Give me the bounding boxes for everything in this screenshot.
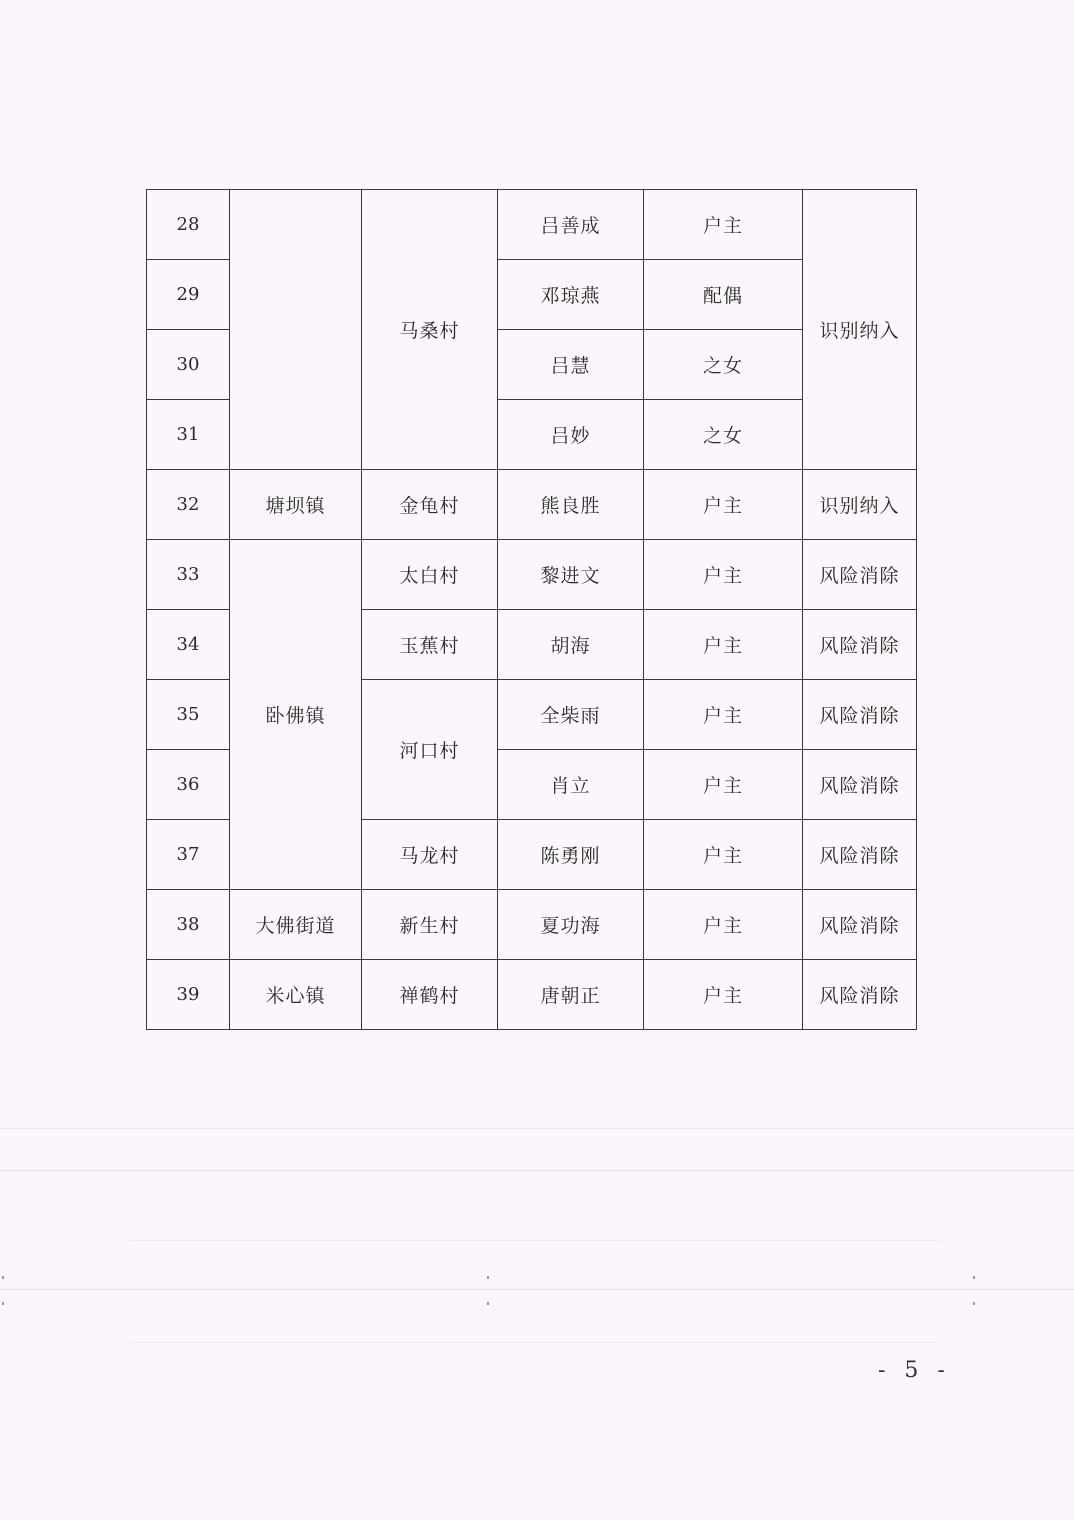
relation-cell: 户主 (644, 470, 803, 540)
village-cell: 河口村 (362, 680, 498, 820)
name-cell: 黎进文 (498, 540, 644, 610)
status-cell: 风险消除 (803, 960, 917, 1030)
name-cell: 肖立 (498, 750, 644, 820)
name-cell: 夏功海 (498, 890, 644, 960)
town-cell: 塘坝镇 (230, 470, 362, 540)
name-cell: 邓琼燕 (498, 260, 644, 330)
roster-table (146, 189, 917, 1030)
status-cell: 风险消除 (803, 890, 917, 960)
relation-cell: 户主 (644, 680, 803, 750)
row-number: 39 (147, 960, 230, 1030)
village-cell: 马桑村 (362, 190, 498, 470)
name-cell: 陈勇刚 (498, 820, 644, 890)
table-row (147, 540, 917, 610)
name-cell: 吕慧 (498, 330, 644, 400)
row-number: 32 (147, 470, 230, 540)
table-row (147, 470, 917, 540)
scan-mark (2, 1276, 4, 1279)
scan-mark (973, 1302, 975, 1305)
village-cell: 玉蕉村 (362, 610, 498, 680)
row-number: 33 (147, 540, 230, 610)
row-number: 28 (147, 190, 230, 260)
relation-cell: 户主 (644, 540, 803, 610)
row-number: 37 (147, 820, 230, 890)
relation-cell: 户主 (644, 750, 803, 820)
scan-mark (2, 1302, 4, 1305)
table-row (147, 960, 917, 1030)
name-cell: 胡海 (498, 610, 644, 680)
row-number: 35 (147, 680, 230, 750)
name-cell: 吕妙 (498, 400, 644, 470)
village-cell: 金龟村 (362, 470, 498, 540)
row-number: 30 (147, 330, 230, 400)
status-cell: 风险消除 (803, 680, 917, 750)
status-cell: 风险消除 (803, 820, 917, 890)
row-number: 29 (147, 260, 230, 330)
row-number: 34 (147, 610, 230, 680)
relation-cell: 配偶 (644, 260, 803, 330)
name-cell: 吕善成 (498, 190, 644, 260)
relation-cell: 户主 (644, 960, 803, 1030)
page-number: - 5 - (878, 1358, 951, 1383)
row-number: 38 (147, 890, 230, 960)
village-cell: 马龙村 (362, 820, 498, 890)
relation-cell: 户主 (644, 820, 803, 890)
scan-mark (973, 1276, 975, 1279)
scan-mark (487, 1302, 489, 1305)
village-cell: 太白村 (362, 540, 498, 610)
status-cell: 风险消除 (803, 610, 917, 680)
name-cell: 全柴雨 (498, 680, 644, 750)
relation-cell: 户主 (644, 190, 803, 260)
status-cell: 识别纳入 (803, 470, 917, 540)
row-number: 31 (147, 400, 230, 470)
status-cell: 风险消除 (803, 750, 917, 820)
bleed-through-line (0, 1289, 1074, 1290)
status-cell: 风险消除 (803, 540, 917, 610)
name-cell: 熊良胜 (498, 470, 644, 540)
row-number: 36 (147, 750, 230, 820)
relation-cell: 户主 (644, 890, 803, 960)
relation-cell: 之女 (644, 330, 803, 400)
town-cell: 大佛街道 (230, 890, 362, 960)
relation-cell: 之女 (644, 400, 803, 470)
town-cell: 米心镇 (230, 960, 362, 1030)
town-cell: 卧佛镇 (230, 540, 362, 890)
bleed-through-line (0, 1128, 1074, 1129)
village-cell: 禅鹤村 (362, 960, 498, 1030)
scan-mark (487, 1276, 489, 1279)
relation-cell: 户主 (644, 610, 803, 680)
table-row (147, 890, 917, 960)
village-cell: 新生村 (362, 890, 498, 960)
bleed-through-line (130, 1342, 940, 1343)
status-cell: 识别纳入 (803, 190, 917, 470)
bleed-through-line (130, 1240, 940, 1241)
town-cell (230, 190, 362, 470)
bleed-through-line (0, 1170, 1074, 1171)
table-row (147, 190, 917, 260)
name-cell: 唐朝正 (498, 960, 644, 1030)
